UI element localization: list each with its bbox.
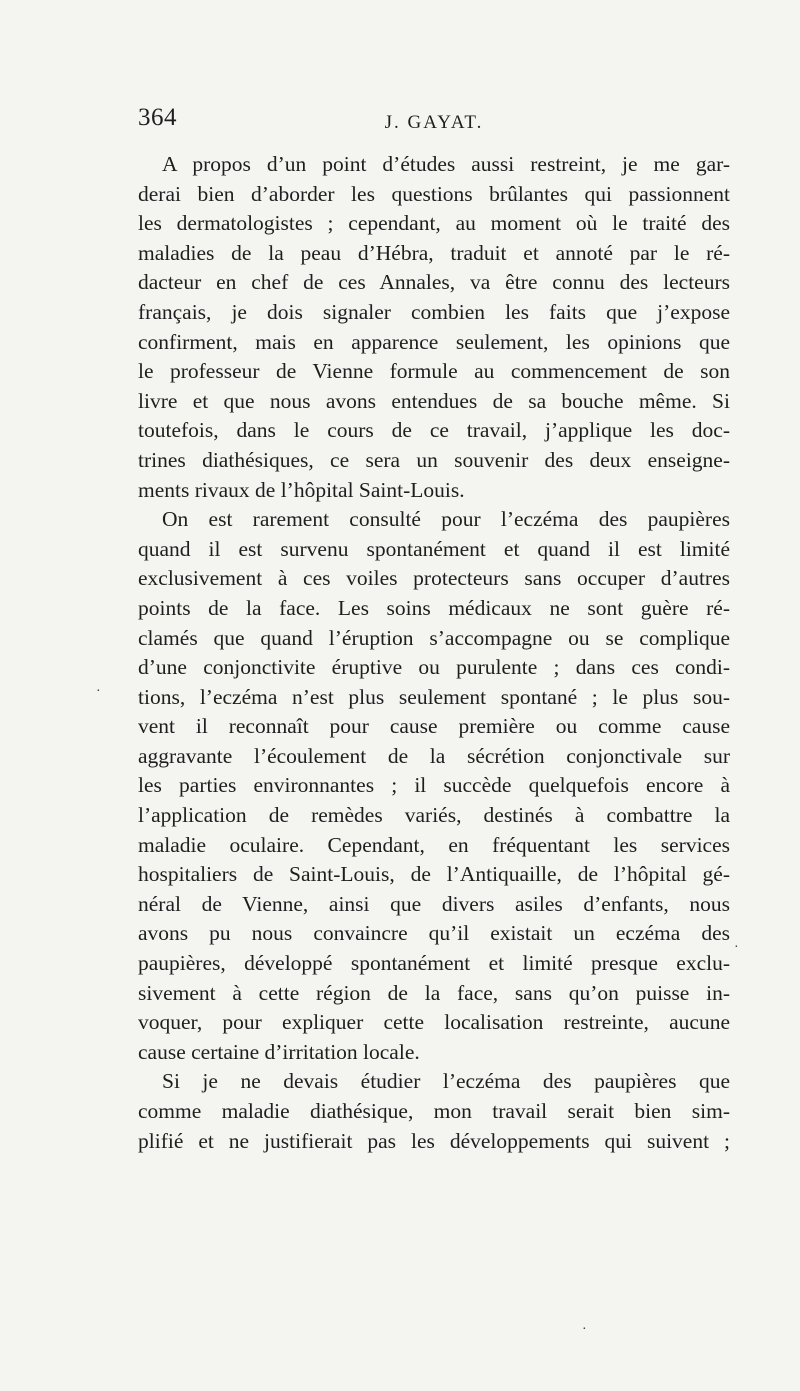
paragraph-1 xyxy=(138,150,730,505)
text-line: points de la face. Les soins médicaux ne sont guère ré- xyxy=(138,595,730,620)
text-line: paupières, développé spontanément et limité presque exclu- xyxy=(138,951,730,976)
text-line: hospitaliers de Saint-Louis, de l’Antiquaille, de l’hôpital gé- xyxy=(138,862,730,887)
text-line: dacteur en chef de ces Annales, va être connu des lecteurs xyxy=(138,270,730,295)
text-line: l’application de remèdes variés, destinés à combattre la xyxy=(138,803,730,828)
text-line: maladies de la peau d’Hébra, traduit et annoté par le ré- xyxy=(138,240,730,265)
text-line: d’une conjonctivite éruptive ou purulente ; dans ces condi- xyxy=(138,655,730,680)
paragraph-3 xyxy=(138,1067,730,1156)
page-number: 364 xyxy=(138,104,177,131)
stray-mark: · xyxy=(734,940,739,955)
text-line: vent il reconnaît pour cause première ou comme cause xyxy=(138,714,730,739)
text-line: quand il est survenu spontanément et quand il est limité xyxy=(138,536,730,561)
text-line: aggravante l’écoulement de la sécrétion conjonctivale sur xyxy=(138,743,730,768)
running-head xyxy=(138,104,730,144)
text-line: trines diathésiques, ce sera un souvenir des deux enseigne- xyxy=(138,447,730,472)
text-line: clamés que quand l’éruption s’accompagne ou se complique xyxy=(138,625,730,650)
text-line: cause certaine d’irritation locale. xyxy=(138,1039,420,1064)
paragraph-2 xyxy=(138,505,730,1067)
text-line: livre et que nous avons entendues de sa bouche même. Si xyxy=(138,388,730,413)
text-line: tions, l’eczéma n’est plus seulement spontané ; le plus sou- xyxy=(138,684,730,709)
text-line: sivement à cette région de la face, sans qu’on puisse in- xyxy=(138,980,730,1005)
text-line: ments rivaux de l’hôpital Saint-Louis. xyxy=(138,477,465,502)
text-line: avons pu nous convaincre qu’il existait un eczéma des xyxy=(138,921,730,946)
text-line: le professeur de Vienne formule au commencement de son xyxy=(138,359,730,384)
text-line: néral de Vienne, ainsi que divers asiles d’enfants, nous xyxy=(138,891,730,916)
running-head-author: J. GAYAT. xyxy=(384,112,484,133)
text-line: plifié et ne justifierait pas les développements qui suivent ; xyxy=(138,1128,730,1153)
text-line: A propos d’un point d’études aussi restreint, je me gar- xyxy=(162,152,730,176)
text-line: derai bien d’aborder les questions brûlantes qui passionnent xyxy=(138,181,730,206)
body-text xyxy=(138,150,730,1156)
text-line: les parties environnantes ; il succède quelquefois encore à xyxy=(138,773,730,798)
text-line: français, je dois signaler combien les faits que j’expose xyxy=(138,299,730,324)
stray-mark: · xyxy=(582,1322,587,1337)
text-line: toutefois, dans le cours de ce travail, j’applique les doc- xyxy=(138,418,730,443)
text-line: exclusivement à ces voiles protecteurs sans occuper d’autres xyxy=(138,566,730,591)
text-line: On est rarement consulté pour l’eczéma des paupières xyxy=(162,507,730,532)
text-line: les dermatologistes ; cependant, au moment où le traité des xyxy=(138,211,730,236)
text-line: comme maladie diathésique, mon travail serait bien sim- xyxy=(138,1099,730,1123)
text-line: Si je ne devais étudier l’eczéma des paupières que xyxy=(162,1069,730,1094)
text-line: confirment, mais en apparence seulement, les opinions que xyxy=(138,329,730,354)
text-line: maladie oculaire. Cependant, en fréquentant les services xyxy=(138,832,730,857)
text-line: voquer, pour expliquer cette localisation restreinte, aucune xyxy=(138,1010,730,1035)
stray-mark: · xyxy=(96,684,101,699)
